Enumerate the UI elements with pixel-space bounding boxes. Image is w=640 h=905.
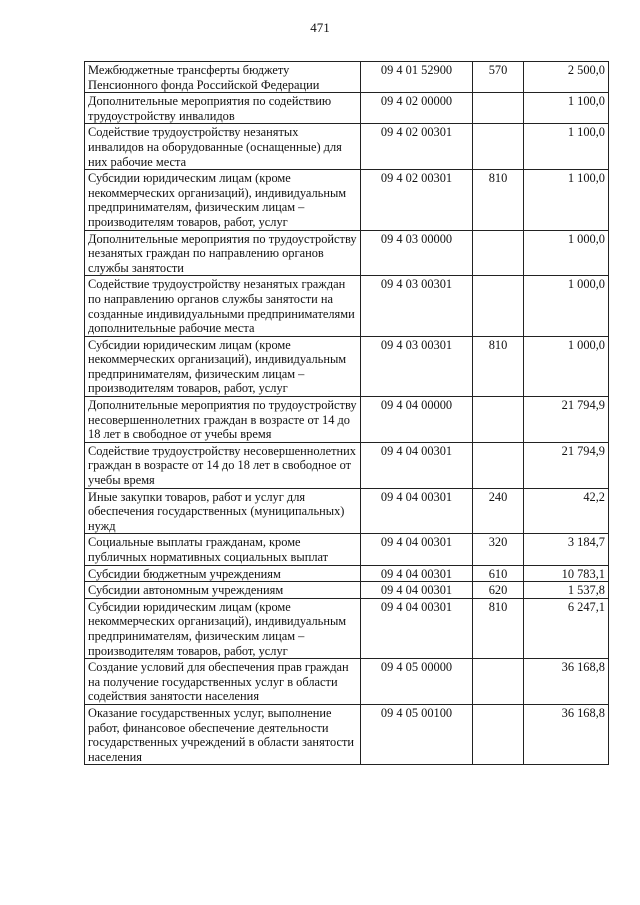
- row-name-cell: Содействие трудоустройству незанятых граждан по направлению органов службы занятости на созданные индивидуальными предпринимателями дополнительные рабочие места: [85, 276, 361, 336]
- page-number: 471: [310, 20, 330, 35]
- row-code-cell: 09 4 03 00301: [361, 276, 473, 336]
- row-type-cell: 620: [473, 582, 524, 599]
- row-code-cell: 09 4 01 52900: [361, 62, 473, 93]
- row-amount-cell: 36 168,8: [524, 704, 609, 764]
- row-code-cell: 09 4 04 00301: [361, 565, 473, 582]
- row-name-cell: Дополнительные мероприятия по трудоустройству несовершеннолетних граждан в возрасте от 14 до 18 лет в свободное от учебы время: [85, 397, 361, 443]
- row-type-cell: 570: [473, 62, 524, 93]
- table-row: [85, 93, 609, 124]
- row-code-cell: 09 4 04 00301: [361, 442, 473, 488]
- table-row: [85, 488, 609, 534]
- row-name-cell: Дополнительные мероприятия по трудоустройству незанятых граждан по направлению органов службы занятости: [85, 230, 361, 276]
- row-amount-cell: 21 794,9: [524, 397, 609, 443]
- table-row: [85, 659, 609, 705]
- row-name-cell: Создание условий для обеспечения прав граждан на получение государственных услуг в области содействия занятости населения: [85, 659, 361, 705]
- table-row: [85, 534, 609, 565]
- row-type-cell: 610: [473, 565, 524, 582]
- row-code-cell: 09 4 04 00301: [361, 534, 473, 565]
- row-name-cell: Субсидии автономным учреждениям: [85, 582, 361, 599]
- row-code-cell: 09 4 05 00000: [361, 659, 473, 705]
- row-type-cell: [473, 704, 524, 764]
- row-code-cell: 09 4 05 00100: [361, 704, 473, 764]
- row-name-cell: Содействие трудоустройству незанятых инвалидов на оборудованные (оснащенные) для них рабочие места: [85, 124, 361, 170]
- table-row: [85, 704, 609, 764]
- table-row: [85, 62, 609, 93]
- row-code-cell: 09 4 03 00000: [361, 230, 473, 276]
- row-type-cell: 810: [473, 336, 524, 396]
- row-name-cell: Дополнительные мероприятия по содействию трудоустройству инвалидов: [85, 93, 361, 124]
- row-type-cell: [473, 230, 524, 276]
- row-type-cell: [473, 442, 524, 488]
- row-amount-cell: 1 537,8: [524, 582, 609, 599]
- row-code-cell: 09 4 03 00301: [361, 336, 473, 396]
- row-type-cell: [473, 124, 524, 170]
- budget-table: [84, 61, 609, 765]
- row-type-cell: 810: [473, 598, 524, 658]
- row-amount-cell: 1 000,0: [524, 230, 609, 276]
- row-code-cell: 09 4 02 00301: [361, 170, 473, 230]
- table-row: [85, 397, 609, 443]
- row-type-cell: [473, 659, 524, 705]
- row-amount-cell: 10 783,1: [524, 565, 609, 582]
- row-amount-cell: 2 500,0: [524, 62, 609, 93]
- row-code-cell: 09 4 04 00301: [361, 488, 473, 534]
- row-type-cell: [473, 93, 524, 124]
- row-name-cell: Социальные выплаты гражданам, кроме публичных нормативных социальных выплат: [85, 534, 361, 565]
- table-row: [85, 336, 609, 396]
- row-amount-cell: 1 000,0: [524, 276, 609, 336]
- row-type-cell: 810: [473, 170, 524, 230]
- budget-table-body: [85, 62, 609, 765]
- row-type-cell: 240: [473, 488, 524, 534]
- row-type-cell: [473, 397, 524, 443]
- table-row: [85, 124, 609, 170]
- row-amount-cell: 36 168,8: [524, 659, 609, 705]
- row-amount-cell: 42,2: [524, 488, 609, 534]
- row-name-cell: Межбюджетные трансферты бюджету Пенсионного фонда Российской Федерации: [85, 62, 361, 93]
- row-code-cell: 09 4 04 00301: [361, 598, 473, 658]
- row-type-cell: [473, 276, 524, 336]
- table-row: [85, 598, 609, 658]
- table-row: [85, 565, 609, 582]
- row-amount-cell: 21 794,9: [524, 442, 609, 488]
- table-row: [85, 170, 609, 230]
- table-row: [85, 276, 609, 336]
- row-amount-cell: 1 100,0: [524, 170, 609, 230]
- row-amount-cell: 3 184,7: [524, 534, 609, 565]
- row-name-cell: Оказание государственных услуг, выполнение работ, финансовое обеспечение деятельности государственных учреждений в области занятости населения: [85, 704, 361, 764]
- table-row: [85, 582, 609, 599]
- row-code-cell: 09 4 04 00301: [361, 582, 473, 599]
- row-name-cell: Субсидии юридическим лицам (кроме некоммерческих организаций), индивидуальным предпринимателям, физическим лицам – производителям товаров, работ, услуг: [85, 336, 361, 396]
- row-name-cell: Содействие трудоустройству несовершеннолетних граждан в возрасте от 14 до 18 лет в свободное от учебы время: [85, 442, 361, 488]
- row-amount-cell: 1 100,0: [524, 124, 609, 170]
- row-name-cell: Субсидии юридическим лицам (кроме некоммерческих организаций), индивидуальным предпринимателям, физическим лицам – производителям товаров, работ, услуг: [85, 598, 361, 658]
- row-amount-cell: 1 000,0: [524, 336, 609, 396]
- table-row: [85, 230, 609, 276]
- row-code-cell: 09 4 02 00301: [361, 124, 473, 170]
- row-code-cell: 09 4 02 00000: [361, 93, 473, 124]
- row-code-cell: 09 4 04 00000: [361, 397, 473, 443]
- row-name-cell: Иные закупки товаров, работ и услуг для обеспечения государственных (муниципальных) нужд: [85, 488, 361, 534]
- row-name-cell: Субсидии юридическим лицам (кроме некоммерческих организаций), индивидуальным предпринимателям, физическим лицам – производителям товаров, работ, услуг: [85, 170, 361, 230]
- table-row: [85, 442, 609, 488]
- row-name-cell: Субсидии бюджетным учреждениям: [85, 565, 361, 582]
- row-amount-cell: 1 100,0: [524, 93, 609, 124]
- row-amount-cell: 6 247,1: [524, 598, 609, 658]
- row-type-cell: 320: [473, 534, 524, 565]
